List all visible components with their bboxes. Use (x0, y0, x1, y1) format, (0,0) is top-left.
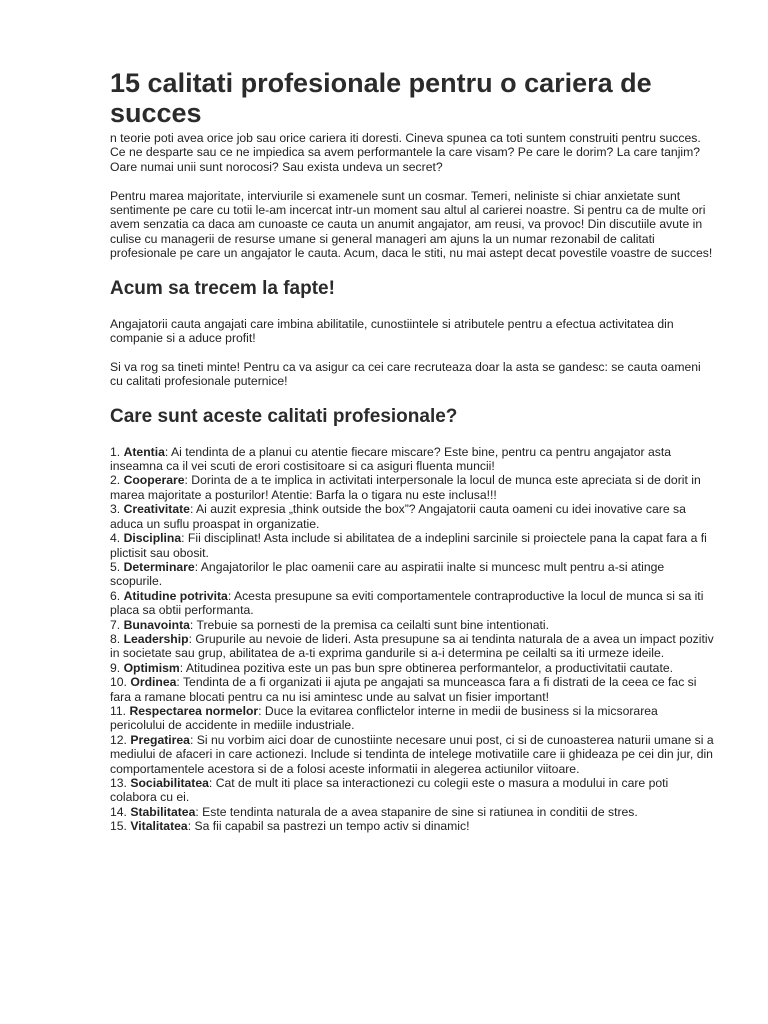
list-item (110, 445, 714, 474)
item-number: 11. (110, 703, 127, 718)
intro-paragraph-2: Pentru marea majoritate, interviurile si examenele sunt un cosmar. Temeri, neliniste si chiar anxietate sunt sentimente pe care cu totii le-am incercat intr-un moment sau altul al carierei noastre. Si pentru ca de multe ori avem senzatia ca daca am cunoaste ce cauta un anumit angajator, am reusi, va provoc! Din discutiile avute in culise cu managerii de resurse umane si general manageri am ajuns la un numar rezonabil de calitati profesionale pe care un angajator le cauta. Acum, daca le stiti, nu mai astept decat povestile voastre de succes! (110, 188, 713, 261)
item-text: : Este tendinta naturala de a avea stapanire de sine si ratiunea in conditii de stres. (195, 804, 638, 819)
section1-paragraph-1: Angajatorii cauta angajati care imbina abilitatile, cunostiintele si atributele pentru a efectua activitatea din companie si a aduce profit! (110, 316, 674, 346)
item-term: Cooperare (123, 473, 185, 488)
section1-paragraph-2: Si va rog sa tineti minte! Pentru ca va asigur ca cei care recruteaza doar la asta se gandesc: se cauta oameni cu calitati profesionale puternice! (110, 359, 701, 389)
item-text: : Grupurile au nevoie de lideri. Asta presupune sa ai tendinta naturala de a avea un impact pozitiv in societate sau grup, abilitatea de a-ti exprima gandurile si a-i determina pe ceilalti sa iti urmeze ideile. (110, 631, 714, 661)
item-number: 8. (110, 631, 121, 646)
list-item (110, 618, 714, 632)
section-heading-fapte: Acum sa trecem la fapte! (110, 277, 335, 299)
list-item (110, 733, 714, 776)
item-term: Atentia (123, 444, 165, 459)
item-term: Ordinea (130, 675, 177, 690)
list-item (110, 661, 714, 675)
item-number: 12. (110, 732, 127, 747)
list-item (110, 675, 714, 704)
item-term: Disciplina (123, 531, 182, 546)
list-item (110, 776, 714, 805)
list-item (110, 819, 714, 833)
item-text: : Acesta presupune sa eviti comportamentele contraproductive la locul de munca si sa iti placa sa obtii performanta. (110, 588, 704, 618)
item-text: : Sa fii capabil sa pastrezi un tempo activ si dinamic! (187, 819, 470, 834)
item-number: 9. (110, 660, 121, 675)
item-number: 3. (110, 502, 121, 517)
article (110, 68, 714, 834)
item-number: 10. (110, 675, 127, 690)
item-text: : Angajatorilor le plac oamenii care au aspiratii inalte si muncesc mult pentru a-si atinge scopurile. (110, 559, 665, 589)
list-item (110, 805, 714, 819)
item-number: 7. (110, 617, 121, 632)
list-item (110, 632, 714, 661)
item-text: : Tendinta de a fi organizati ii ajuta pe angajati sa munceasca fara a fi distrati de la ceea ce fac si fara a ramane blocati pentru ca nu isi amintesc unde au salvat un fisier important! (110, 675, 697, 704)
section-heading-calitati: Care sunt aceste calitati profesionale? (110, 405, 458, 427)
item-term: Determinare (123, 559, 195, 574)
item-text: : Si nu vorbim aici doar de cunostiinte necesare unui post, ci si de cunoasterea naturii umane si a mediului de afaceri in care actionezi. Include si tendinta de intelege motivatiile care ii ghideaza pe cei din jur, din comportamentele acestora si de a folosi aceste informatii in alegerea actiunilor viitoare. (110, 732, 714, 776)
item-number: 6. (110, 588, 121, 603)
intro-paragraph-1: n teorie poti avea orice job sau orice cariera iti doresti. Cineva spunea ca toti suntem construiti pentru succes. Ce ne desparte sau ce ne impiedica sa avem performantele la care visam? Pe care le dorim? La care tanjim? Oare numai unii sunt norocosi? Sau exista undeva un secret? (110, 131, 701, 174)
item-text: : Ai auzit expresia „think outside the box”? Angajatorii cauta oameni cu idei inovative care sa aduca un suflu proaspat in organizatie. (110, 502, 686, 531)
item-number: 4. (110, 531, 121, 546)
item-number: 14. (110, 804, 127, 819)
item-term: Bunavointa (123, 617, 190, 632)
list-item (110, 560, 714, 589)
item-term: Leadership (123, 631, 189, 646)
list-item (110, 704, 714, 733)
item-term: Vitalitatea (130, 819, 188, 834)
item-text: : Fii disciplinat! Asta include si abilitatea de a indeplini sarcinile si proiectele pana la capat fara a fi plictisit sau obosit. (110, 531, 707, 560)
article-title: 15 calitati profesionale pentru o cariera de succes (110, 68, 652, 128)
item-text: : Trebuie sa pornesti de la premisa ca ceilalti sunt bine intentionati. (189, 617, 549, 632)
item-text: : Cat de mult iti place sa interactionezi cu colegii este o masura a modului in care poti colabora cu ei. (110, 776, 669, 805)
item-text: : Duce la evitarea conflictelor interne in medii de business si la micsorarea pericolului de accidente in mediile industriale. (110, 703, 658, 733)
list-item (110, 502, 714, 531)
item-number: 5. (110, 559, 121, 574)
item-term: Creativitate (123, 502, 190, 517)
item-term: Sociabilitatea (130, 776, 209, 790)
list-item (110, 589, 714, 618)
list-item (110, 531, 714, 560)
list-item (110, 473, 714, 502)
item-number: 2. (110, 473, 121, 488)
item-number: 1. (110, 444, 121, 459)
item-number: 13. (110, 776, 127, 790)
item-text: : Atitudinea pozitiva este un pas bun spre obtinerea performantelor, a productivitatii cautate. (179, 660, 673, 675)
item-term: Respectarea normelor (129, 703, 259, 718)
item-term: Stabilitatea (130, 804, 196, 819)
item-term: Pregatirea (130, 732, 190, 747)
item-number: 15. (110, 819, 127, 834)
item-term: Atitudine potrivita (123, 588, 228, 603)
item-text: : Ai tendinta de a planui cu atentie fiecare miscare? Este bine, pentru ca pentru angajator asta inseamna ca il vei scuti de erori costisitoare si ca asiguri fluenta muncii! (110, 444, 671, 474)
item-term: Optimism (123, 660, 180, 675)
item-text: : Dorinta de a te implica in activitati interpersonale la locul de munca este apreciata si de dorit in marea majoritate a posturilor! Atentie: Barfa la o tigara nu este inclusa!!! (110, 473, 701, 502)
qualities-list (110, 445, 714, 834)
